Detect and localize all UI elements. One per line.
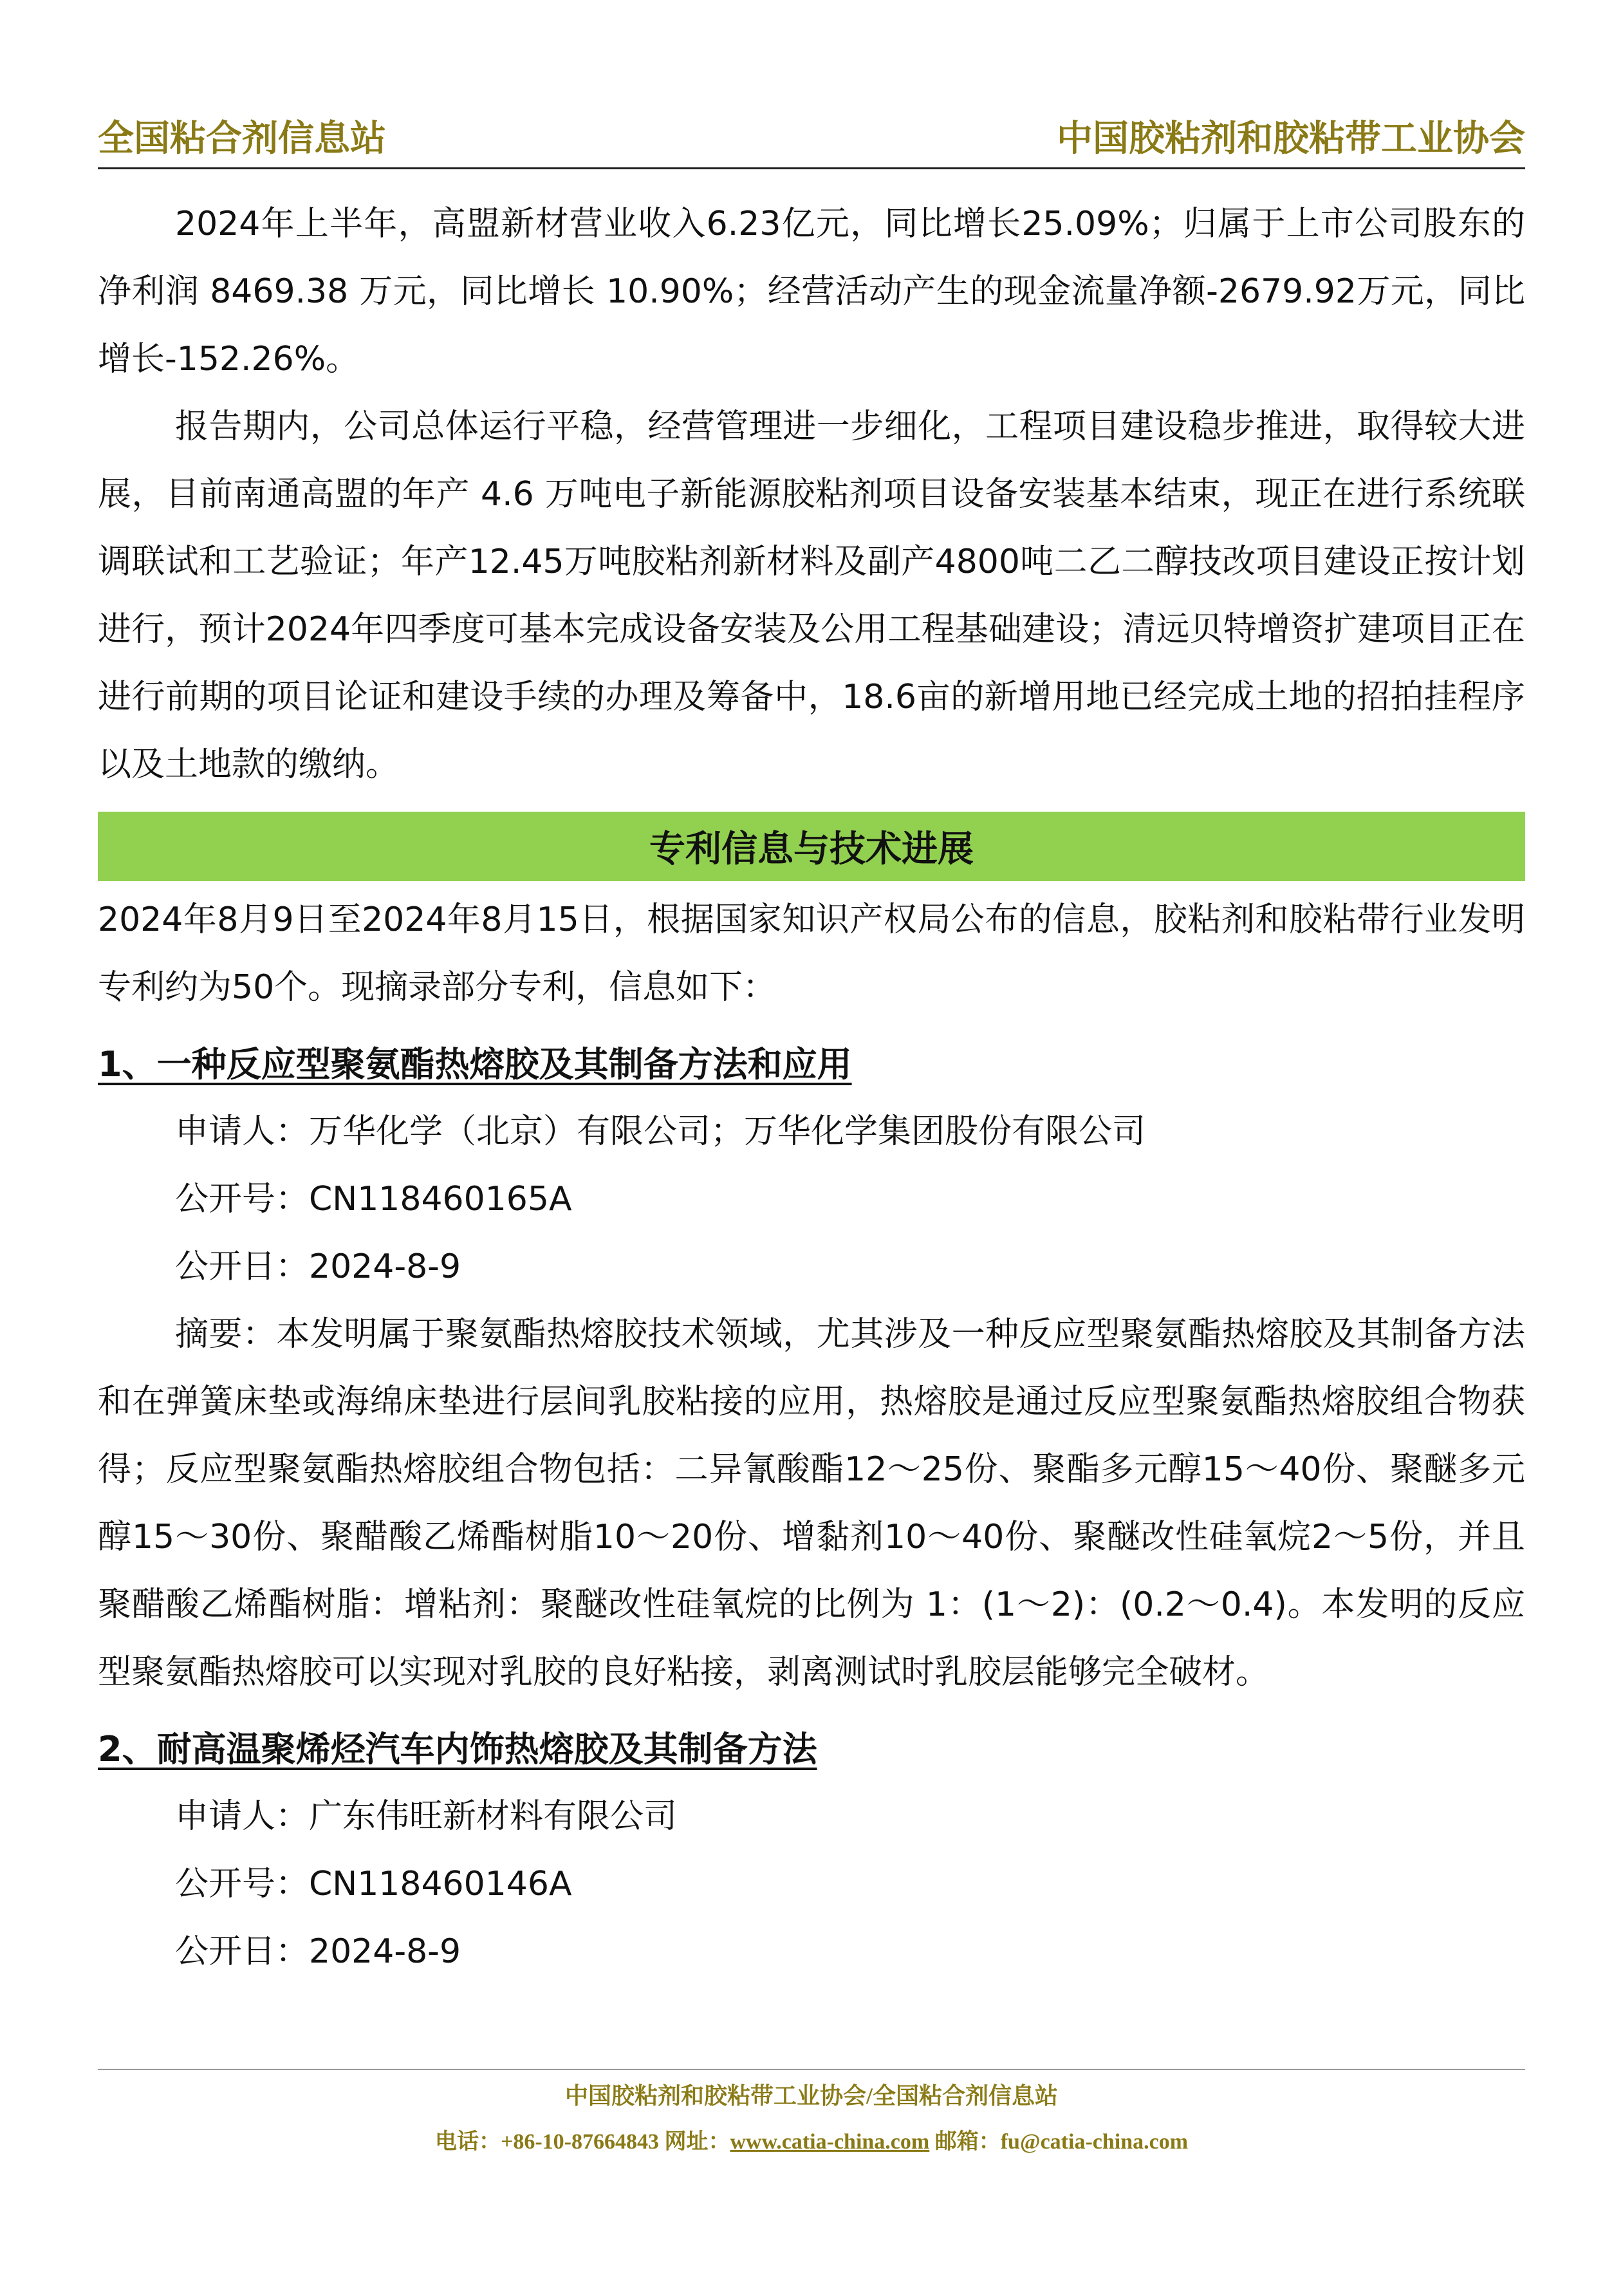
footer-email: 邮箱：fu@catia-china.com bbox=[929, 2130, 1189, 2154]
patent-1-title: 1、一种反应型聚氨酯热熔胶及其制备方法和应用 bbox=[98, 1044, 852, 1085]
patent-1-pub-date: 公开日：2024-8-9 bbox=[175, 1247, 461, 1286]
patent-2-pub-date: 公开日：2024-8-9 bbox=[175, 1932, 461, 1971]
intro-paragraph-2: 报告期内，公司总体运行平稳，经营管理进一步细化，工程项目建设稳步推进，取得较大进展，目前南通高盟的年产 4.6 万吨电子新能源胶粘剂项目设备安装基本结束，现正在进行系统联调联试和工艺验证；年产12.45万吨胶粘剂新材料及副产4800吨二乙二醇技改项目建设正按计划进行，预计2024年四季度可基本完成设备安装及公用工程基础建设；清远贝特增资扩建项目正在进行前期的项目论证和建设手续的办理及筹备中，18.6亩的新增用地已经完成土地的招拍挂程序以及土地款的缴纳。 bbox=[98, 407, 1525, 784]
header-right-title: 中国胶粘剂和胶粘带工业协会 bbox=[1057, 118, 1525, 160]
section-title: 专利信息与技术进展 bbox=[649, 828, 974, 870]
footer-divider bbox=[98, 2069, 1525, 2070]
patent-2-pub-no: 公开号：CN118460146A bbox=[175, 1865, 572, 1903]
intro-paragraph-1: 2024年上半年，高盟新材营业收入6.23亿元，同比增长25.09%；归属于上市公司股东的净利润 8469.38 万元，同比增长 10.90%；经营活动产生的现金流量净额-2679.92万元，同比增长-152.26%。 bbox=[98, 205, 1525, 378]
patent-1-applicant: 申请人：万华化学（北京）有限公司；万华化学集团股份有限公司 bbox=[175, 1112, 1146, 1151]
footer-website-link[interactable]: www.catia-china.com bbox=[730, 2130, 930, 2154]
footer-organization: 中国胶粘剂和胶粘带工业协会/全国粘合剂信息站 bbox=[564, 2083, 1058, 2109]
header-left-title: 全国粘合剂信息站 bbox=[98, 118, 386, 160]
section-banner bbox=[98, 812, 1525, 881]
section-intro: 2024年8月9日至2024年8月15日，根据国家知识产权局公布的信息，胶粘剂和胶粘带行业发明专利约为50个。现摘录部分专利，信息如下： bbox=[98, 901, 1525, 1007]
patent-2-title: 2、耐高温聚烯烃汽车内饰热熔胶及其制备方法 bbox=[98, 1729, 817, 1769]
patent-1-abstract: 摘要：本发明属于聚氨酯热熔胶技术领域，尤其涉及一种反应型聚氨酯热熔胶及其制备方法和在弹簧床垫或海绵床垫进行层间乳胶粘接的应用，热熔胶是通过反应型聚氨酯热熔胶组合物获得；反应型聚氨酯热熔胶组合物包括：二异氰酸酯12～25份、聚酯多元醇15～40份、聚醚多元醇15～30份、聚醋酸乙烯酯树脂10～20份、增黏剂10～40份、聚醚改性硅氧烷2～5份，并且聚醋酸乙烯酯树脂：增粘剂：聚醚改性硅氧烷的比例为 1：(1～2)：(0.2～0.4)。本发明的反应型聚氨酯热熔胶可以实现对乳胶的良好粘接，剥离测试时乳胶层能够完全破材。 bbox=[98, 1315, 1525, 1692]
footer-contact bbox=[0, 2123, 1623, 2161]
patent-2-applicant: 申请人：广东伟旺新材料有限公司 bbox=[175, 1797, 678, 1836]
patent-1-pub-no: 公开号：CN118460165A bbox=[175, 1180, 572, 1218]
header-divider bbox=[98, 167, 1525, 169]
main-content bbox=[98, 191, 1525, 1986]
footer-tel: 电话：+86-10-87664843 网址： bbox=[434, 2130, 730, 2154]
